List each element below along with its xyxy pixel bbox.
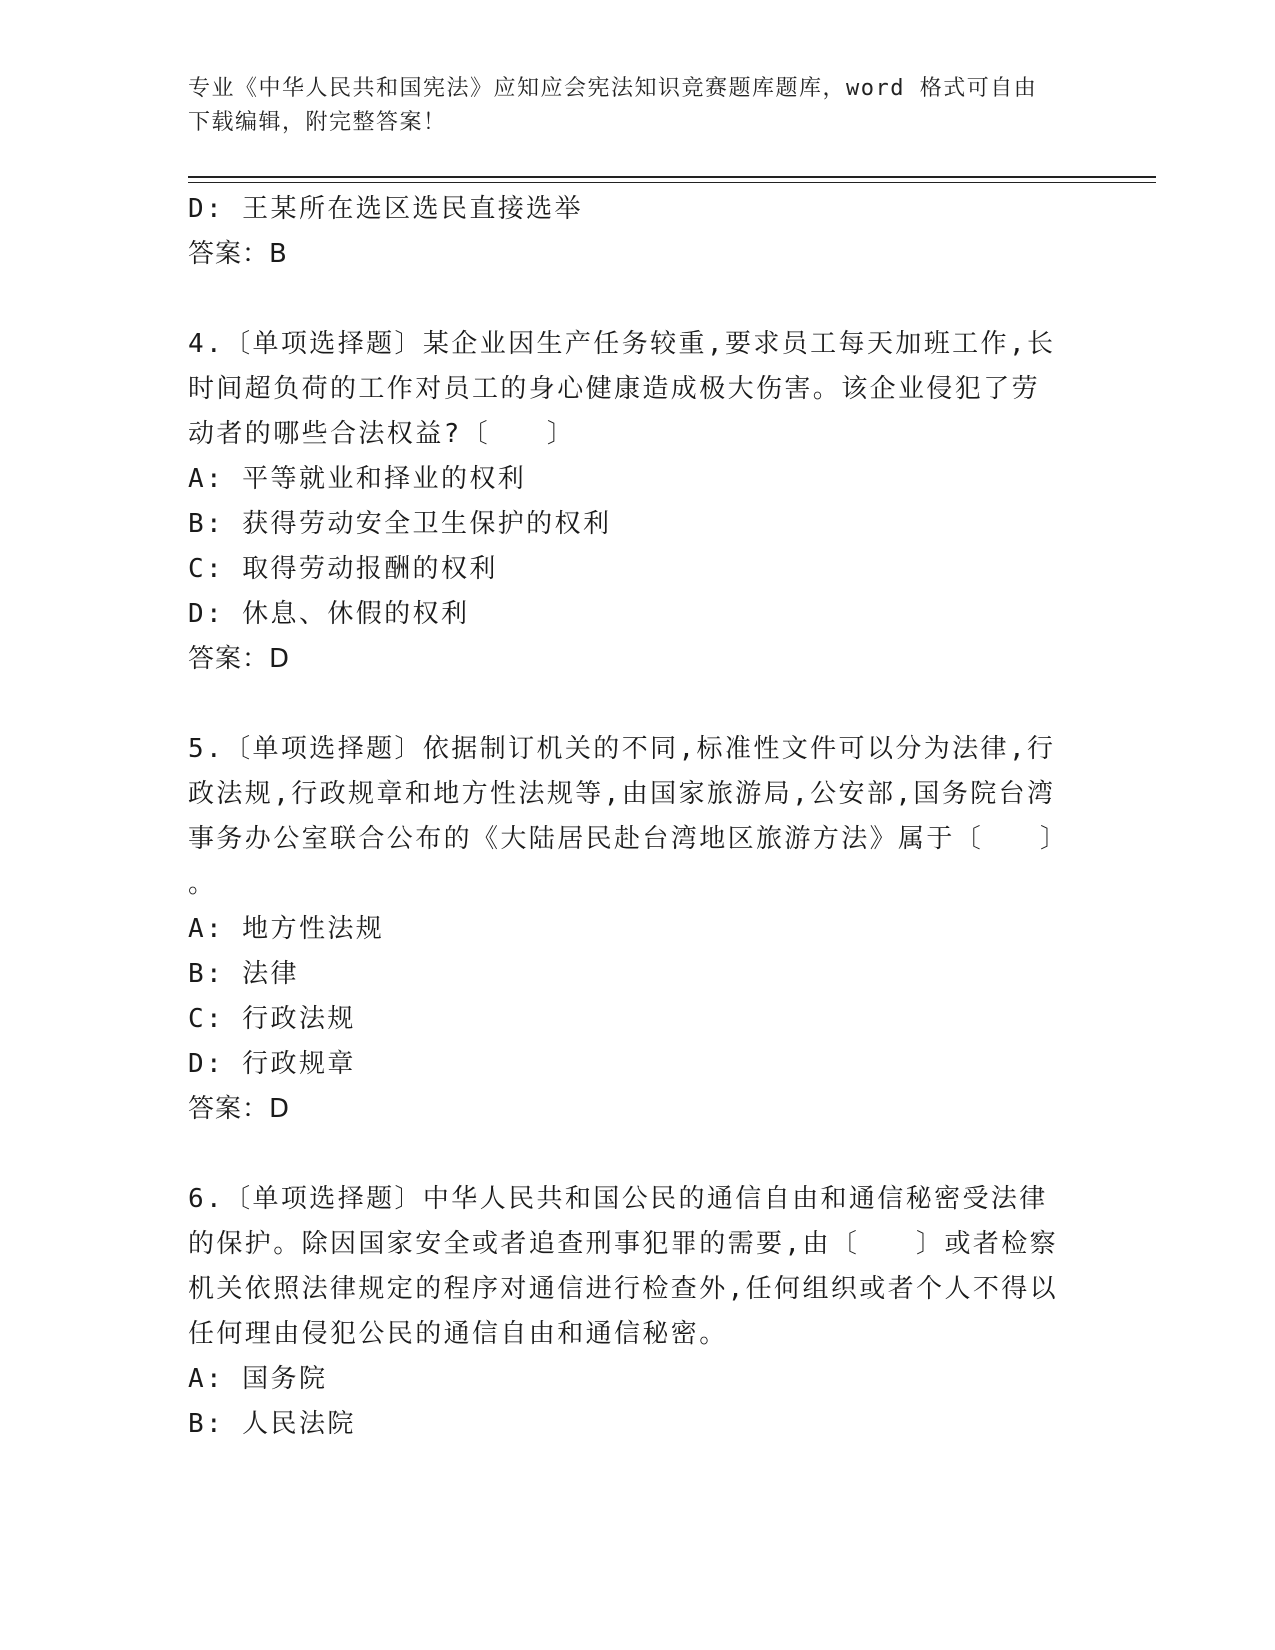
q4-answer: 答案：D xyxy=(188,644,291,674)
q4-option-a: A: 平等就业和择业的权利 xyxy=(188,464,527,494)
q6-option-a: A: 国务院 xyxy=(188,1364,328,1394)
q6-option-b: B: 人民法院 xyxy=(188,1409,356,1439)
q6-stem-line-1: 6.〔单项选择题〕中华人民共和国公民的通信自由和通信秘密受法律 xyxy=(188,1184,1048,1214)
q5-option-c: C: 行政法规 xyxy=(188,1004,356,1034)
q6-stem-line-4: 任何理由侵犯公民的通信自由和通信秘密。 xyxy=(188,1319,728,1349)
q5-stem-line-4: 。 xyxy=(188,869,217,899)
header-line-1: 专业《中华人民共和国宪法》应知应会宪法知识竞赛题库题库，word 格式可自由 xyxy=(188,76,1038,101)
q4-option-c: C: 取得劳动报酬的权利 xyxy=(188,554,498,584)
document-header xyxy=(188,72,1068,140)
q6-stem-line-3: 机关依照法律规定的程序对通信进行检查外,任何组织或者个人不得以 xyxy=(188,1274,1059,1304)
q5-option-d: D: 行政规章 xyxy=(188,1049,356,1079)
q3-option-d: D: 王某所在选区选民直接选举 xyxy=(188,194,583,224)
q5-option-a: A: 地方性法规 xyxy=(188,914,385,944)
q4-option-d: D: 休息、休假的权利 xyxy=(188,599,470,629)
q5-stem-line-2: 政法规,行政规章和地方性法规等,由国家旅游局,公安部,国务院台湾 xyxy=(188,779,1056,809)
q5-answer: 答案：D xyxy=(188,1094,291,1124)
q5-stem-line-3: 事务办公室联合公布的《大陆居民赴台湾地区旅游方法》属于〔 〕 xyxy=(188,824,1069,854)
q4-stem-line-1: 4.〔单项选择题〕某企业因生产任务较重,要求员工每天加班工作,长 xyxy=(188,329,1056,359)
header-divider-thick xyxy=(188,176,1156,178)
q6-stem-line-2: 的保护。除因国家安全或者追查刑事犯罪的需要,由〔 〕或者检察 xyxy=(188,1229,1059,1259)
q5-option-b: B: 法律 xyxy=(188,959,299,989)
q4-stem-line-3: 动者的哪些合法权益?〔 〕 xyxy=(188,419,576,449)
q3-answer: 答案：B xyxy=(188,239,288,269)
header-divider-thin xyxy=(188,182,1156,183)
q4-option-b: B: 获得劳动安全卫生保护的权利 xyxy=(188,509,612,539)
q5-stem-line-1: 5.〔单项选择题〕依据制订机关的不同,标准性文件可以分为法律,行 xyxy=(188,734,1056,764)
q4-stem-line-2: 时间超负荷的工作对员工的身心健康造成极大伤害。该企业侵犯了劳 xyxy=(188,374,1041,404)
header-line-2: 下载编辑，附完整答案！ xyxy=(188,110,447,135)
